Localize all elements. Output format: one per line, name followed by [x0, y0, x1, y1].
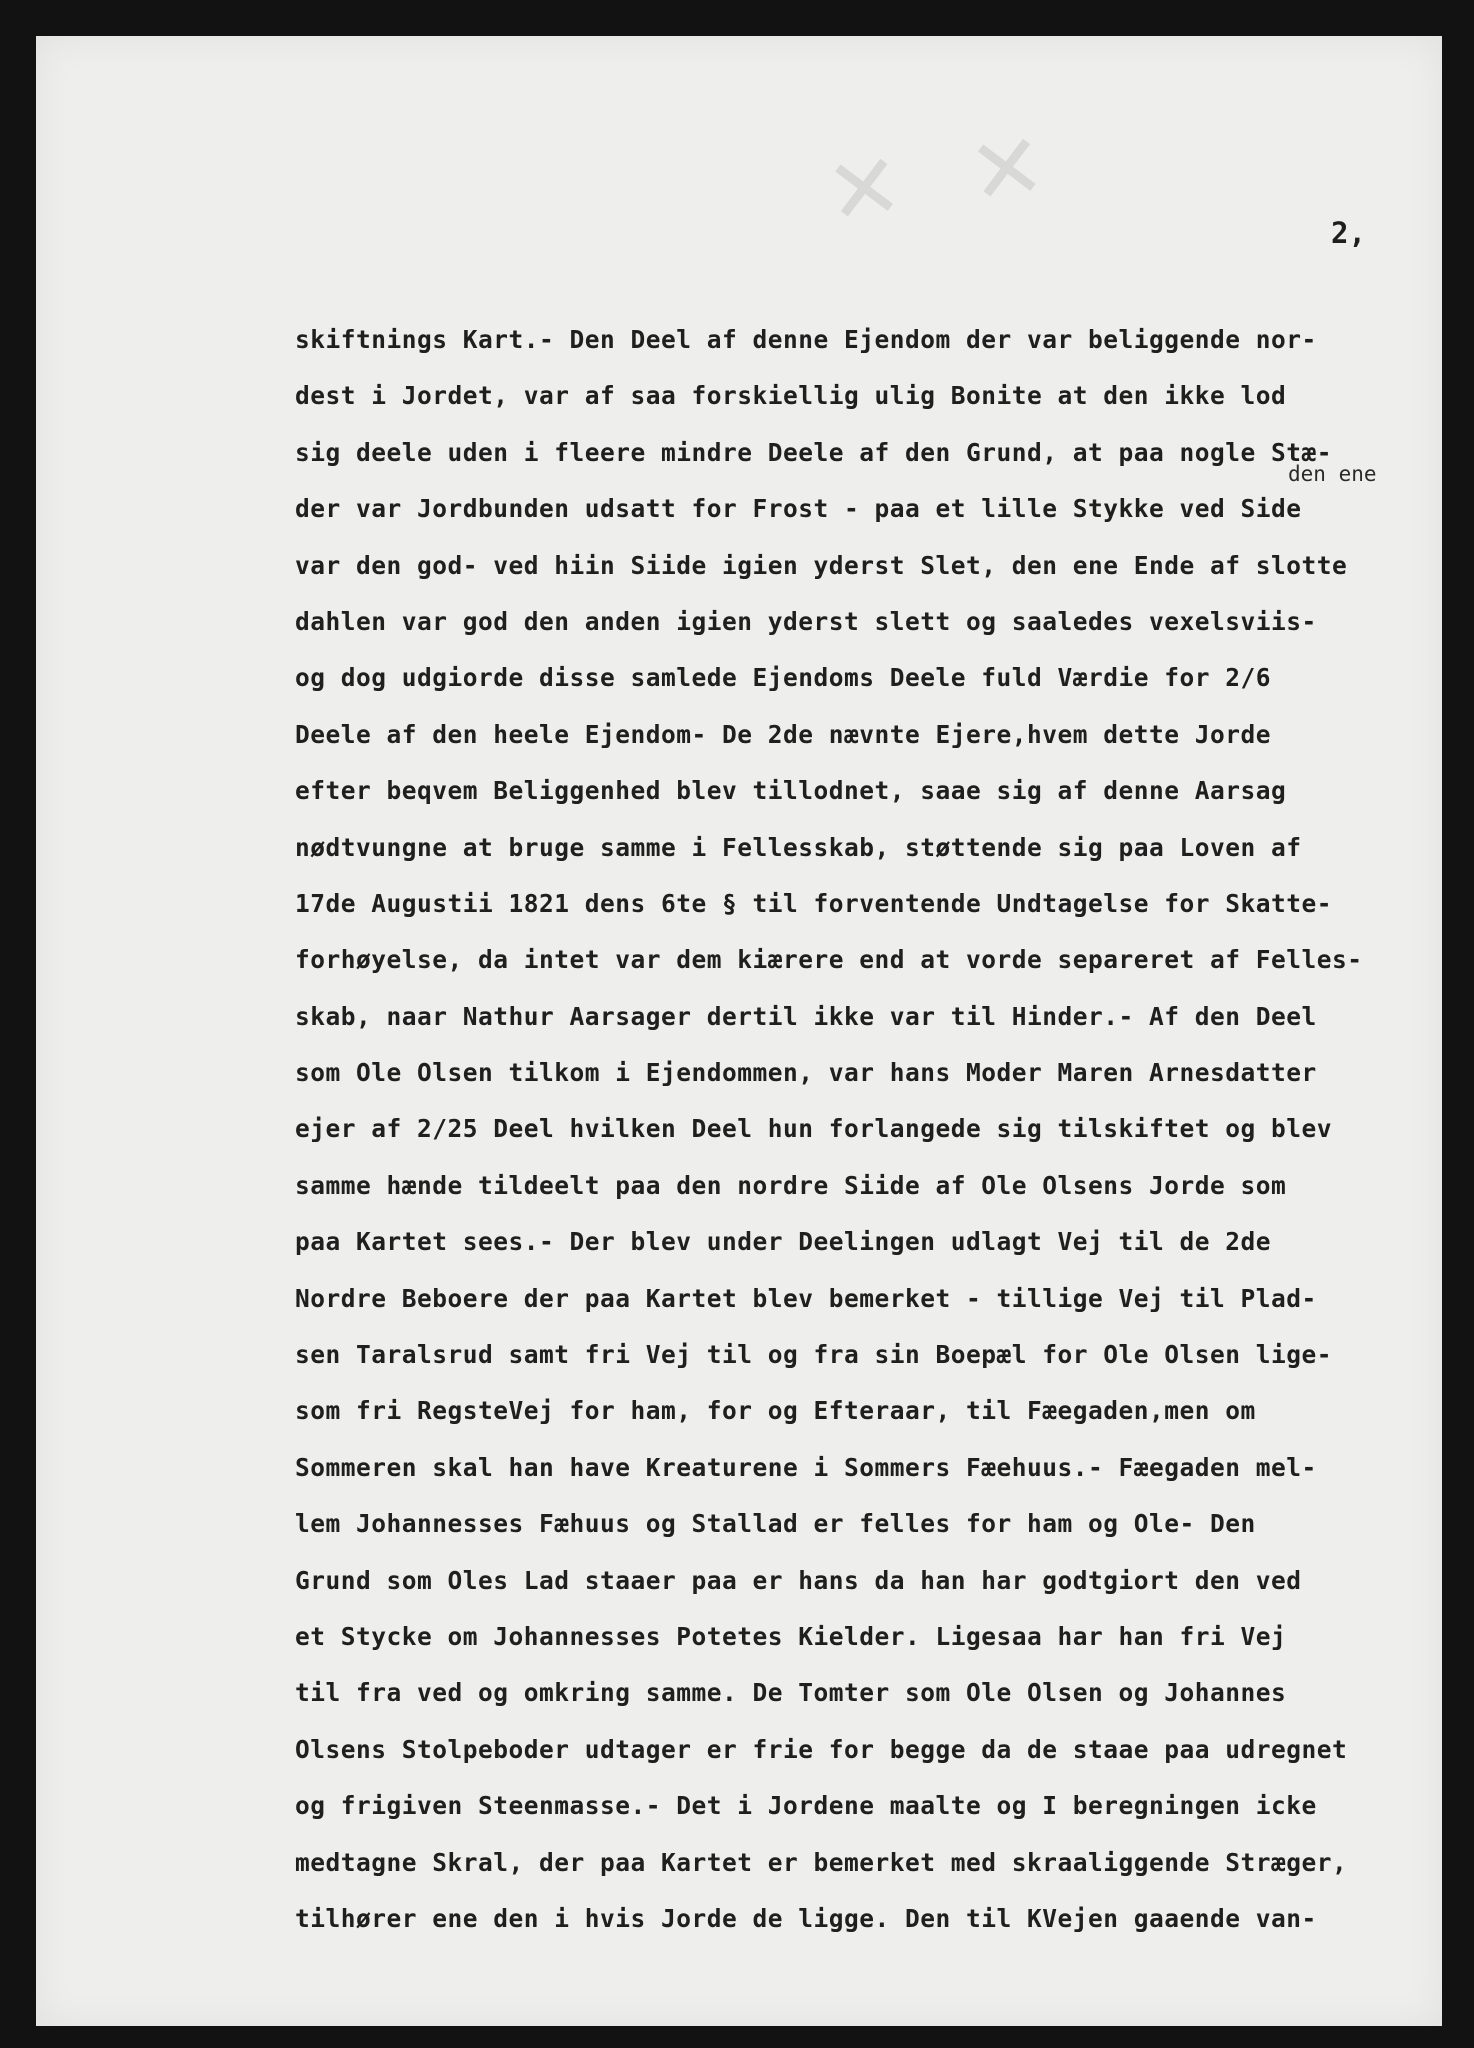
body-text — [295, 312, 1465, 1947]
text-line: som fri RegsteVej for ham, for og Efteraar, til Fæegaden,men om — [295, 1396, 1256, 1426]
text-line: ejer af 2/25 Deel hvilken Deel hun forlangede sig tilskiftet og blev — [295, 1114, 1333, 1144]
text-line: medtagne Skral, der paa Kartet er bemerket med skraaliggende Stræger, — [295, 1847, 1348, 1877]
text-line: skiftnings Kart.- Den Deel af denne Ejendom der var beliggende nor- — [295, 325, 1317, 354]
text-line: skab, naar Nathur Aarsager dertil ikke var til Hinder.- Af den Deel — [295, 1001, 1317, 1031]
text-line: nødtvungne at bruge samme i Fellesskab, støttende sig paa Loven af — [295, 832, 1302, 862]
text-line: samme hænde tildeelt paa den nordre Siide af Ole Olsens Jorde som — [295, 1170, 1287, 1200]
document-page — [36, 36, 1442, 2026]
text-line: og frigiven Steenmasse.- Det i Jordene maalte og I beregningen icke — [295, 1791, 1317, 1821]
page-number: 2, — [1331, 216, 1366, 250]
text-line: paa Kartet sees.- Der blev under Deelingen udlagt Vej til de 2de — [295, 1227, 1272, 1257]
text-line: sig deele uden i fleere mindre Deele af den Grund, at paa nogle Stæ- — [295, 437, 1333, 467]
text-line: lem Johannesses Fæhuus og Stallad er felles for ham og Ole- Den — [295, 1509, 1256, 1539]
text-line: Sommeren skal han have Kreaturene i Sommers Fæehuus.- Fæegaden mel- — [295, 1452, 1317, 1482]
text-line: dest i Jordet, var af saa forskiellig ulig Bonite at den ikke lod — [295, 381, 1287, 411]
text-line: tilhører ene den i hvis Jorde de ligge. Den til KVejen gaaende van- — [295, 1903, 1317, 1933]
text-line: Deele af den heele Ejendom- De 2de nævnte Ejere,hvem dette Jorde — [295, 719, 1272, 749]
text-line: efter beqvem Beliggenhed blev tillodnet, saae sig af denne Aarsag — [295, 776, 1287, 806]
text-line: forhøyelse, da intet var dem kiærere end at vorde separeret af Felles- — [295, 945, 1363, 975]
faint-stamp-mark: ✕ ✕ — [819, 109, 1072, 248]
text-line: var den god- ved hiin Siide igien yderst Slet, den ene Ende af slotte — [295, 550, 1348, 580]
text-line: Nordre Beboere der paa Kartet blev bemerket - tillige Vej til Plad- — [295, 1283, 1317, 1313]
text-line: sen Taralsrud samt fri Vej til og fra sin Boepæl for Ole Olsen lige- — [295, 1340, 1333, 1370]
handwritten-insertion: den ene — [1288, 462, 1377, 486]
text-line: Grund som Oles Lad staaer paa er hans da han har godtgiort den ved — [295, 1565, 1302, 1595]
text-line: og dog udgiorde disse samlede Ejendoms Deele fuld Værdie for 2/6 — [295, 663, 1272, 693]
text-line: dahlen var god den anden igien yderst slett og saaledes vexelsviis- — [295, 606, 1317, 636]
text-line: Olsens Stolpeboder udtager er frie for begge da de staae paa udregnet — [295, 1734, 1348, 1764]
text-line: 17de Augustii 1821 dens 6te § til forventende Undtagelse for Skatte- — [295, 888, 1333, 918]
text-line: der var Jordbunden udsatt for Frost - paa et lille Stykke ved Side — [295, 494, 1302, 524]
text-line: et Stycke om Johannesses Potetes Kielder. Ligesaa har han fri Vej — [295, 1621, 1287, 1651]
text-line: som Ole Olsen tilkom i Ejendommen, var hans Moder Maren Arnesdatter — [295, 1058, 1317, 1088]
text-line: til fra ved og omkring samme. De Tomter som Ole Olsen og Johannes — [295, 1678, 1287, 1708]
